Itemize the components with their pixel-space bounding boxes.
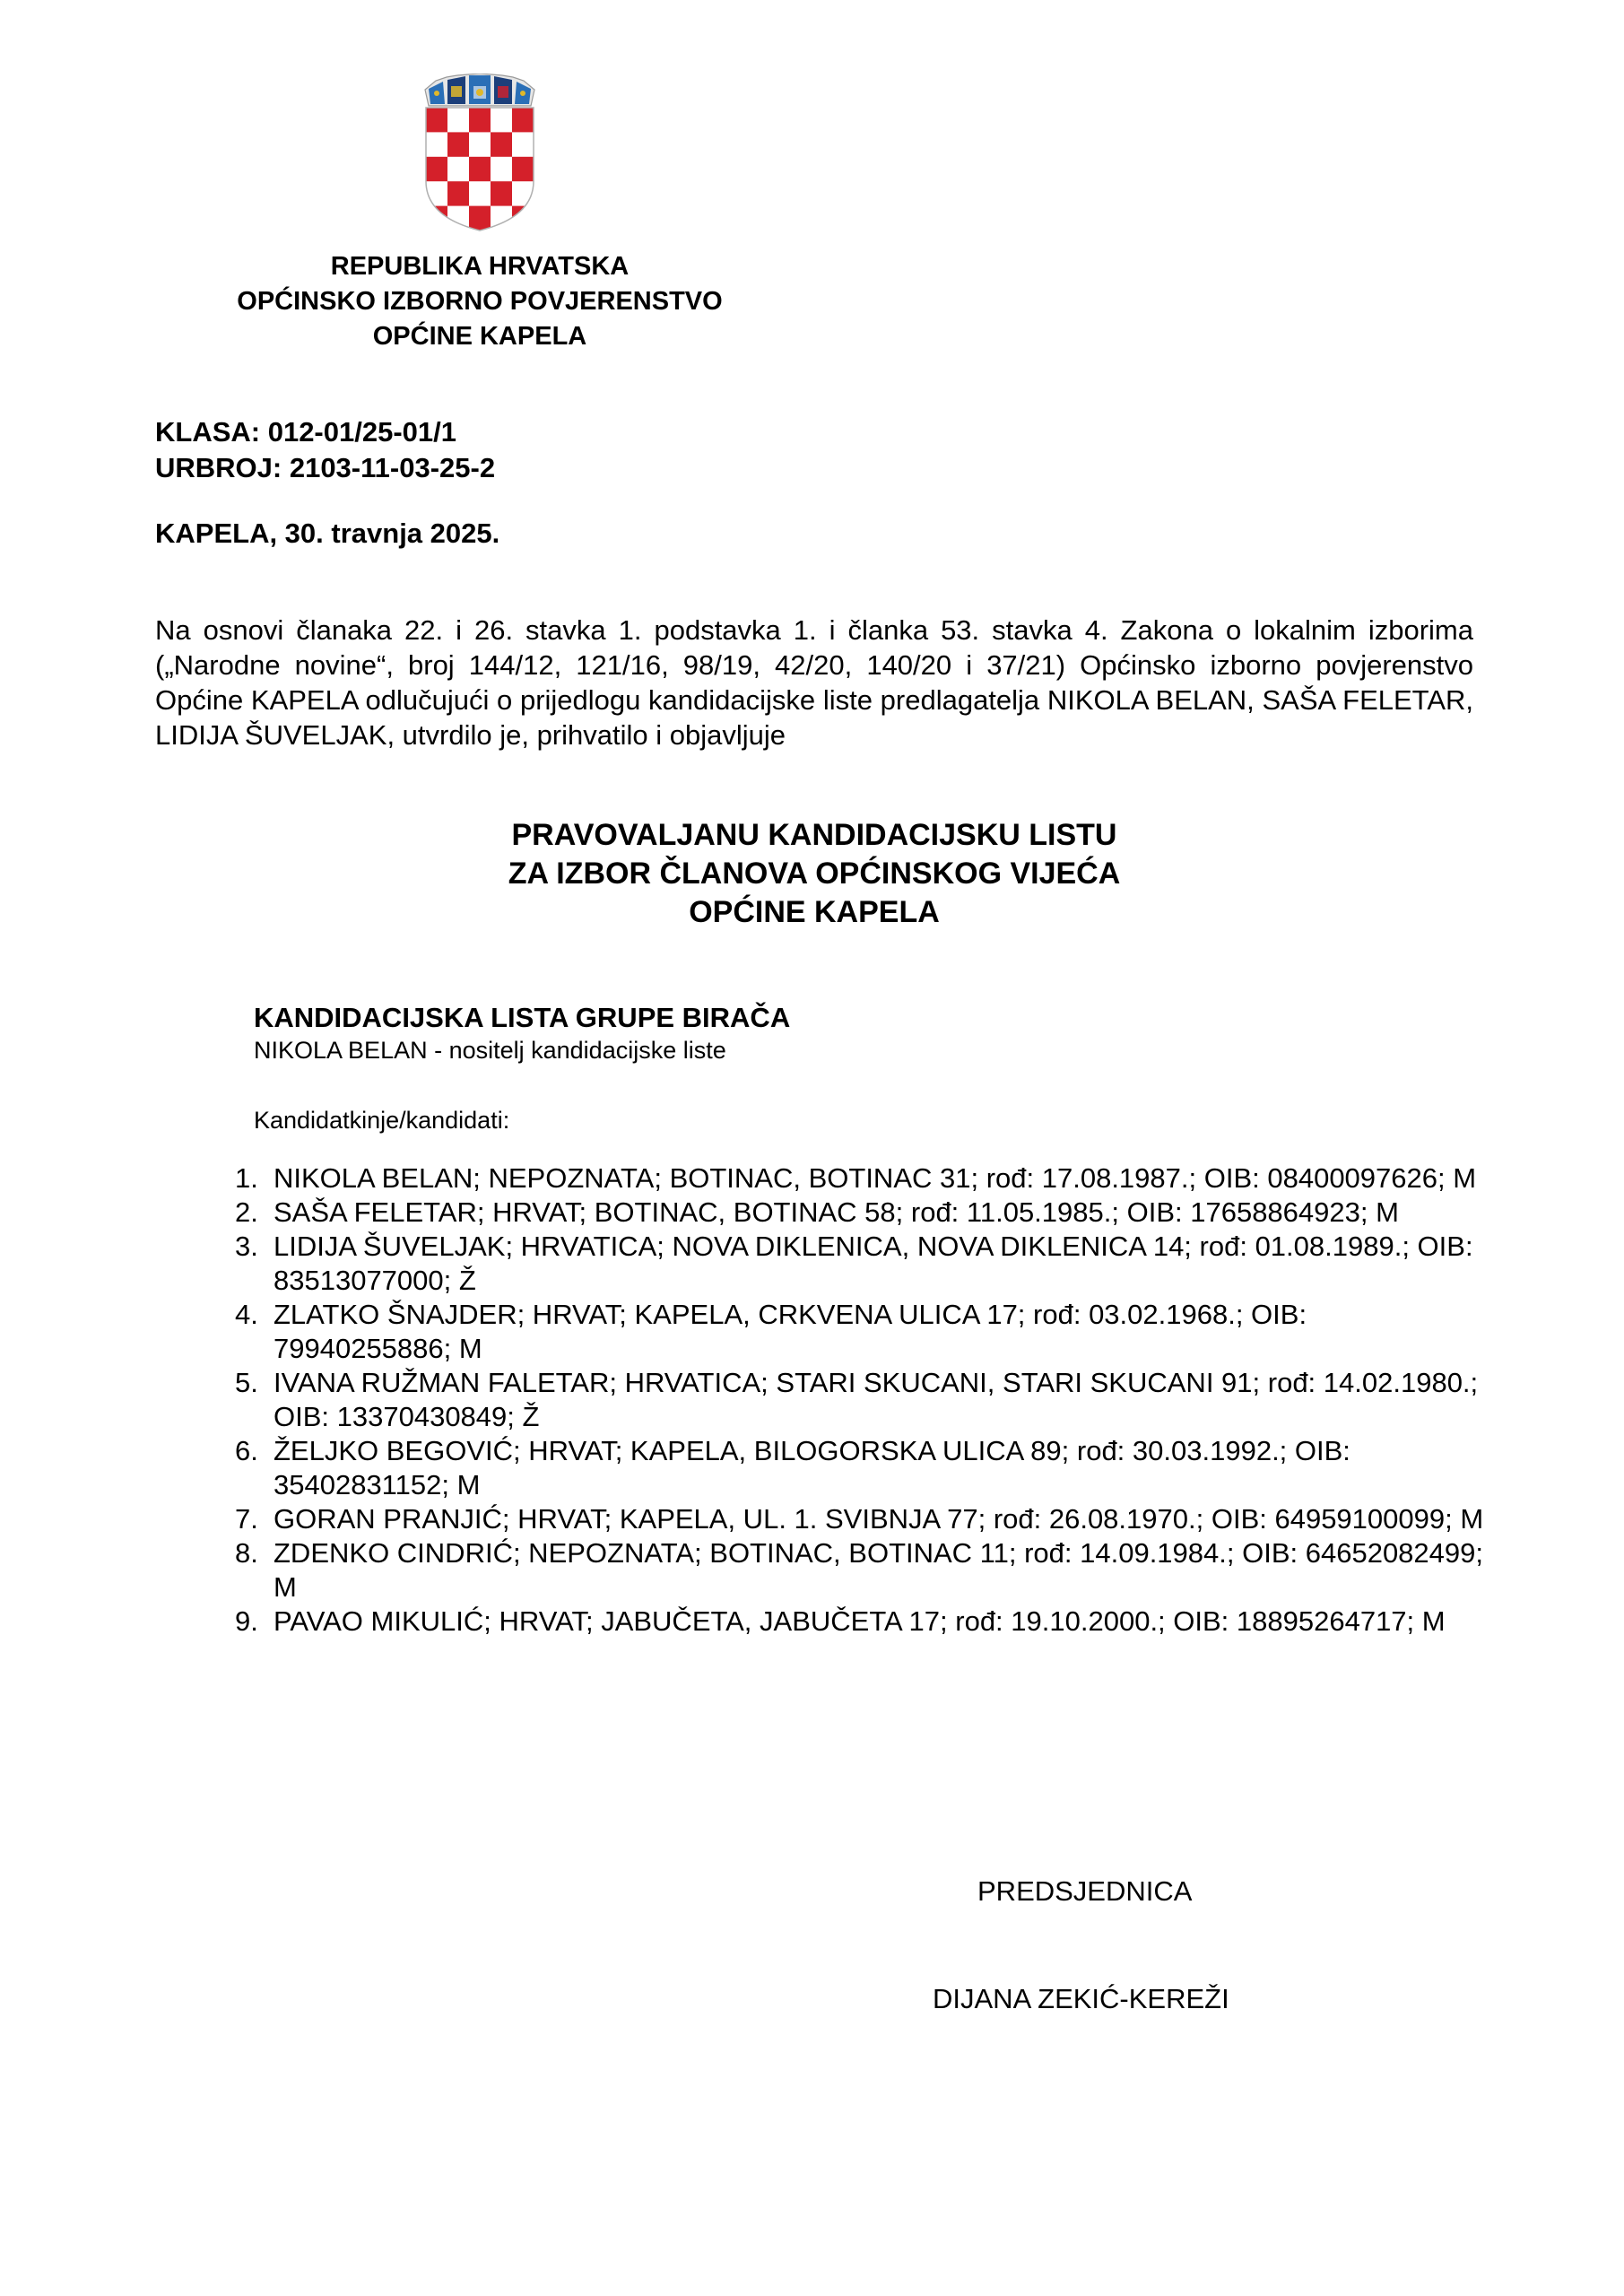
list-item-number: 5. (235, 1367, 258, 1398)
signature-name: DIJANA ZEKIĆ-KEREŽI (933, 1983, 1229, 2014)
list-item-text: IVANA RUŽMAN FALETAR; HRVATICA; STARI SKUCANI, STARI SKUCANI 91; rođ: 14.02.1980.; OIB: 13370430849; Ž (274, 1367, 1479, 1432)
header-municipality: OPĆINE KAPELA (372, 322, 587, 351)
list-item-number: 3. (235, 1231, 258, 1262)
signature-title: PREDSJEDNICA (977, 1875, 1193, 1907)
list-item (235, 1434, 1490, 1502)
list-item (235, 1502, 1490, 1536)
list-item-number: 6. (235, 1435, 258, 1466)
list-item-text: PAVAO MIKULIĆ; HRVAT; JABUČETA, JABUČETA 17; rođ: 19.10.2000.; OIB: 18895264717; M (274, 1605, 1446, 1637)
list-item-number: 4. (235, 1299, 258, 1330)
list-item-text: ZDENKO CINDRIĆ; NEPOZNATA; BOTINAC, BOTINAC 11; rođ: 14.09.1984.; OIB: 64652082499; M (274, 1537, 1483, 1603)
list-item-number: 8. (235, 1537, 258, 1569)
title-line-1: PRAVOVALJANU KANDIDACIJSKU LISTU (511, 818, 1117, 852)
list-item (235, 1366, 1490, 1434)
list-item-text: ZLATKO ŠNAJDER; HRVAT; KAPELA, CRKVENA ULICA 17; rođ: 03.02.1968.; OIB: 79940255886; M (274, 1299, 1307, 1364)
list-item (235, 1161, 1490, 1196)
list-item-number: 7. (235, 1503, 258, 1535)
list-holder: NIKOLA BELAN - nositelj kandidacijske liste (254, 1037, 726, 1064)
list-item-number: 1. (235, 1162, 258, 1194)
issuer-header (184, 249, 776, 354)
checkerboard-shield (426, 108, 534, 231)
intro-paragraph: Na osnovi članaka 22. i 26. stavka 1. podstavka 1. i članka 53. stavka 4. Zakona o lokalnim izborima („Narodne novine“, broj 144/12, 121/16, 98/19, 42/20, 140/20 i 37/21) Općinsko izborno povjerenstvo Općine KAPELA odlučujući o prijedlogu kandidacijske liste predlagatelja NIKOLA BELAN, SAŠA FELETAR, LIDIJA ŠUVELJAK, utvrdilo je, prihvatilo i objavljuje (155, 614, 1473, 751)
candidate-list (235, 1161, 1490, 1639)
list-item (235, 1230, 1490, 1298)
list-item (235, 1536, 1490, 1605)
list-item (235, 1605, 1490, 1639)
list-heading: KANDIDACIJSKA LISTA GRUPE BIRAČA (254, 1002, 791, 1033)
list-item (235, 1196, 1490, 1230)
document-title (155, 816, 1473, 932)
list-item-text: ŽELJKO BEGOVIĆ; HRVAT; KAPELA, BILOGORSKA ULICA 89; rođ: 30.03.1992.; OIB: 35402831152; M (274, 1435, 1350, 1500)
header-commission: OPĆINSKO IZBORNO POVJERENSTVO (237, 287, 723, 316)
list-item (235, 1298, 1490, 1366)
title-line-2: ZA IZBOR ČLANOVA OPĆINSKOG VIJEĆA (508, 857, 1121, 891)
list-item-text: GORAN PRANJIĆ; HRVAT; KAPELA, UL. 1. SVIBNJA 77; rođ: 26.08.1970.; OIB: 64959100099; M (274, 1503, 1484, 1535)
list-item-text: LIDIJA ŠUVELJAK; HRVATICA; NOVA DIKLENICA, NOVA DIKLENICA 14; rođ: 01.08.1989.; OIB: 83513077000; Ž (274, 1231, 1473, 1296)
list-item-number: 2. (235, 1196, 258, 1228)
candidates-label: Kandidatkinje/kandidati: (254, 1107, 510, 1134)
list-item-number: 9. (235, 1605, 258, 1637)
list-item-text: SAŠA FELETAR; HRVAT; BOTINAC, BOTINAC 58; rođ: 11.05.1985.; OIB: 17658864923; M (274, 1196, 1399, 1228)
croatian-coat-of-arms (421, 74, 538, 231)
header-country: REPUBLIKA HRVATSKA (330, 252, 630, 281)
urbroj-number: URBROJ: 2103-11-03-25-2 (155, 452, 496, 483)
candidate-list-section (254, 1000, 1473, 1135)
klasa-number: KLASA: 012-01/25-01/1 (155, 416, 456, 448)
list-item-text: NIKOLA BELAN; NEPOZNATA; BOTINAC, BOTINAC 31; rođ: 17.08.1987.; OIB: 08400097626; M (274, 1162, 1477, 1194)
crown-icon (425, 74, 534, 106)
place-date: KAPELA, 30. travnja 2025. (155, 517, 500, 549)
title-line-3: OPĆINE KAPELA (689, 895, 940, 929)
